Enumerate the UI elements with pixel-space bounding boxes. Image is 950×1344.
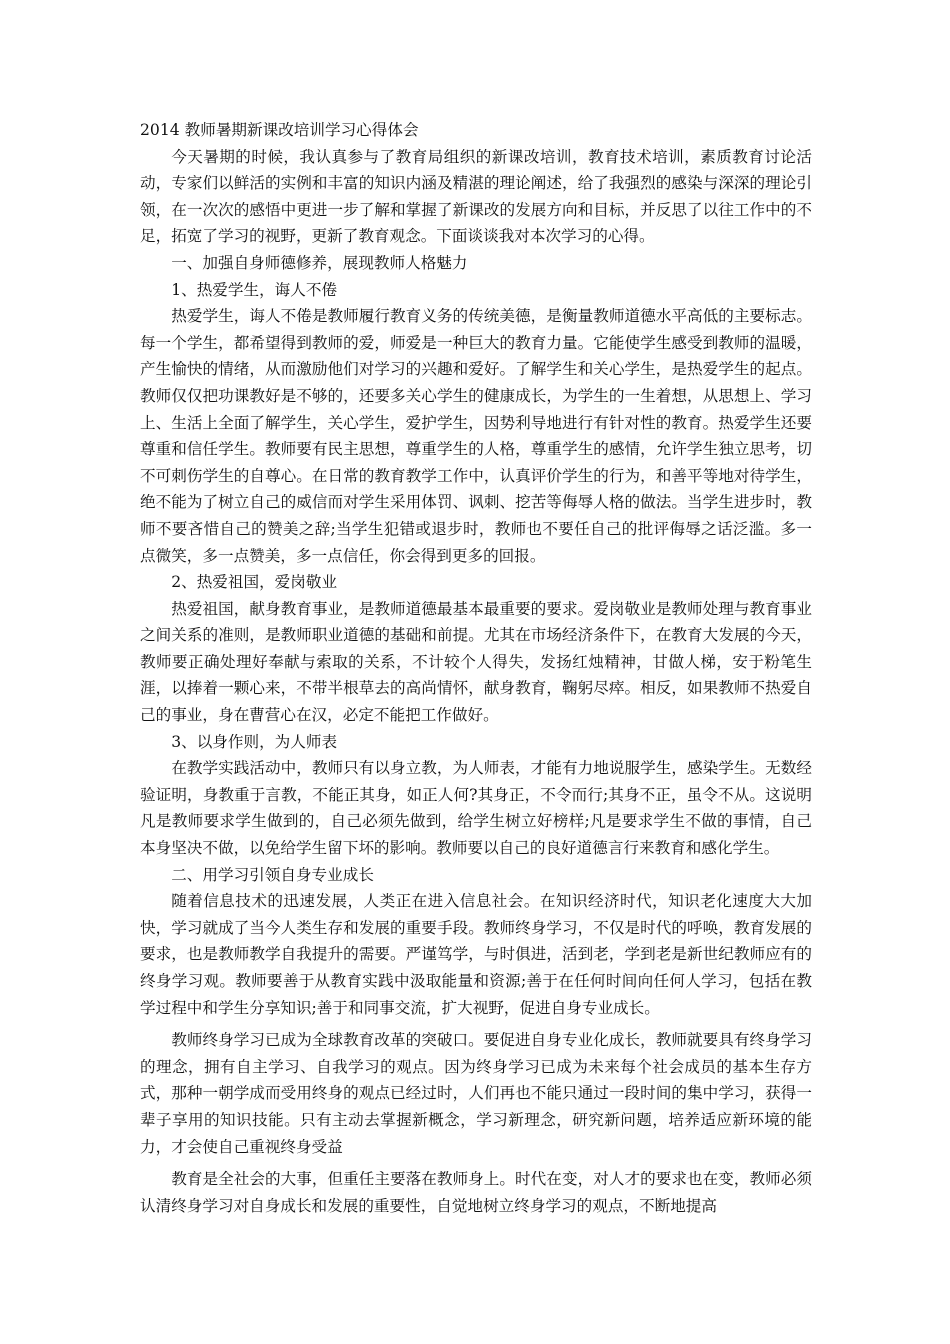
paragraph-1-1: 热爱学生，诲人不倦是教师履行教育义务的传统美德，是衡量教师道德水平高低的主要标志。每一个学生，都希望得到教师的爱，师爱是一种巨大的教育力量。它能使学生感受到教师的温暖，产生愉快的情绪，从而激励他们对学习的兴趣和爱好。了解学生和关心学生，是热爱学生的起点。教师仅仅把功课教好是不够的，还要多关心学生的健康成长，为学生的一生着想，从思想上、学习上、生活上全面了解学生，关心学生，爱护学生，因势利导地进行有针对性的教育。热爱学生还要尊重和信任学生。教师要有民主思想，尊重学生的人格，尊重学生的感情，允许学生独立思考，切不可刺伤学生的自尊心。在日常的教育教学工作中，认真评价学生的行为，和善平等地对待学生，绝不能为了树立自己的威信而对学生采用体罚、讽刺、挖苦等侮辱人格的做法。当学生进步时，教师不要吝惜自己的赞美之辞;当学生犯错或退步时，教师也不要任自己的批评侮辱之话泛滥。多一点微笑，多一点赞美，多一点信任，你会得到更多的回报。 bbox=[140, 307, 812, 565]
section-heading-1: 一、加强自身师德修养，展现教师人格魅力 bbox=[171, 253, 468, 272]
subsection-heading-1-2: 2、热爱祖国，爱岗敬业 bbox=[171, 573, 338, 592]
paragraph-2-1: 随着信息技术的迅速发展，人类正在进入信息社会。在知识经济时代，知识老化速度大大加快，学习就成了当今人类生存和发展的重要手段。教师终身学习，不仅是时代的呼唤，教育发展的要求，也是教师教学自我提升的需要。严谨笃学，与时俱进，活到老，学到老是新世纪教师应有的终身学习观。教师要善于从教育实践中汲取能量和资源;善于在任何时间向任何人学习，包括在教学过程中和学生分享知识;善于和同事交流，扩大视野，促进自身专业成长。 bbox=[140, 892, 812, 1017]
document-page bbox=[140, 117, 812, 1219]
subsection-heading-1-1: 1、热爱学生，诲人不倦 bbox=[171, 280, 338, 299]
section-heading-2: 二、用学习引领自身专业成长 bbox=[171, 865, 374, 884]
paragraph-1-3: 在教学实践活动中，教师只有以身立教，为人师表，才能有力地说服学生，感染学生。无数经验证明，身教重于言教，不能正其身，如正人何?其身正，不令而行;其身不正，虽令不从。这说明凡是教师要求学生做到的，自己必须先做到，给学生树立好榜样;凡是要求学生不做的事情，自己本身坚决不做，以免给学生留下坏的影响。教师要以自己的良好道德言行来教育和感化学生。 bbox=[140, 759, 812, 858]
paragraph-2-3: 教育是全社会的大事，但重任主要落在教师身上。时代在变，对人才的要求也在变，教师必须认清终身学习对自身成长和发展的重要性，自觉地树立终身学习的观点，不断地提高 bbox=[140, 1170, 812, 1215]
paragraph-1-2: 热爱祖国，献身教育事业，是教师道德最基本最重要的要求。爱岗敬业是教师处理与教育事业之间关系的准则，是教师职业道德的基础和前提。尤其在市场经济条件下，在教育大发展的今天，教师要正确处理好奉献与索取的关系，不计较个人得失，发扬红烛精神，甘做人梯，安于粉笔生涯，以捧着一颗心来，不带半根草去的高尚情怀，献身教育，鞠躬尽瘁。相反，如果教师不热爱自己的事业，身在曹营心在汉，必定不能把工作做好。 bbox=[140, 599, 812, 725]
subsection-heading-1-3: 3、以身作则，为人师表 bbox=[171, 732, 338, 751]
intro-paragraph: 今天暑期的时候，我认真参与了教育局组织的新课改培训，教育技术培训，素质教育讨论活动，专家们以鲜活的实例和丰富的知识内涵及精湛的理论阐述，给了我强烈的感染与深深的理论引领，在一次次的感悟中更进一步了解和掌握了新课改的发展方向和目标，并反思了以往工作中的不足，拓宽了学习的视野，更新了教育观念。下面谈谈我对本次学习的心得。 bbox=[140, 147, 812, 246]
document-title: 2014 教师暑期新课改培训学习心得体会 bbox=[140, 121, 419, 139]
paragraph-2-2: 教师终身学习已成为全球教育改革的突破口。要促进自身专业化成长，教师就要具有终身学习的理念，拥有自主学习、自我学习的观点。因为终身学习已成为未来每个社会成员的基本生存方式，那种一朝学成而受用终身的观点已经过时，人们再也不能只通过一段时间的集中学习，获得一辈子享用的知识技能。只有主动去掌握新概念，学习新理念，研究新问题，培养适应新环境的能力，才会使自己重视终身受益 bbox=[140, 1031, 812, 1156]
